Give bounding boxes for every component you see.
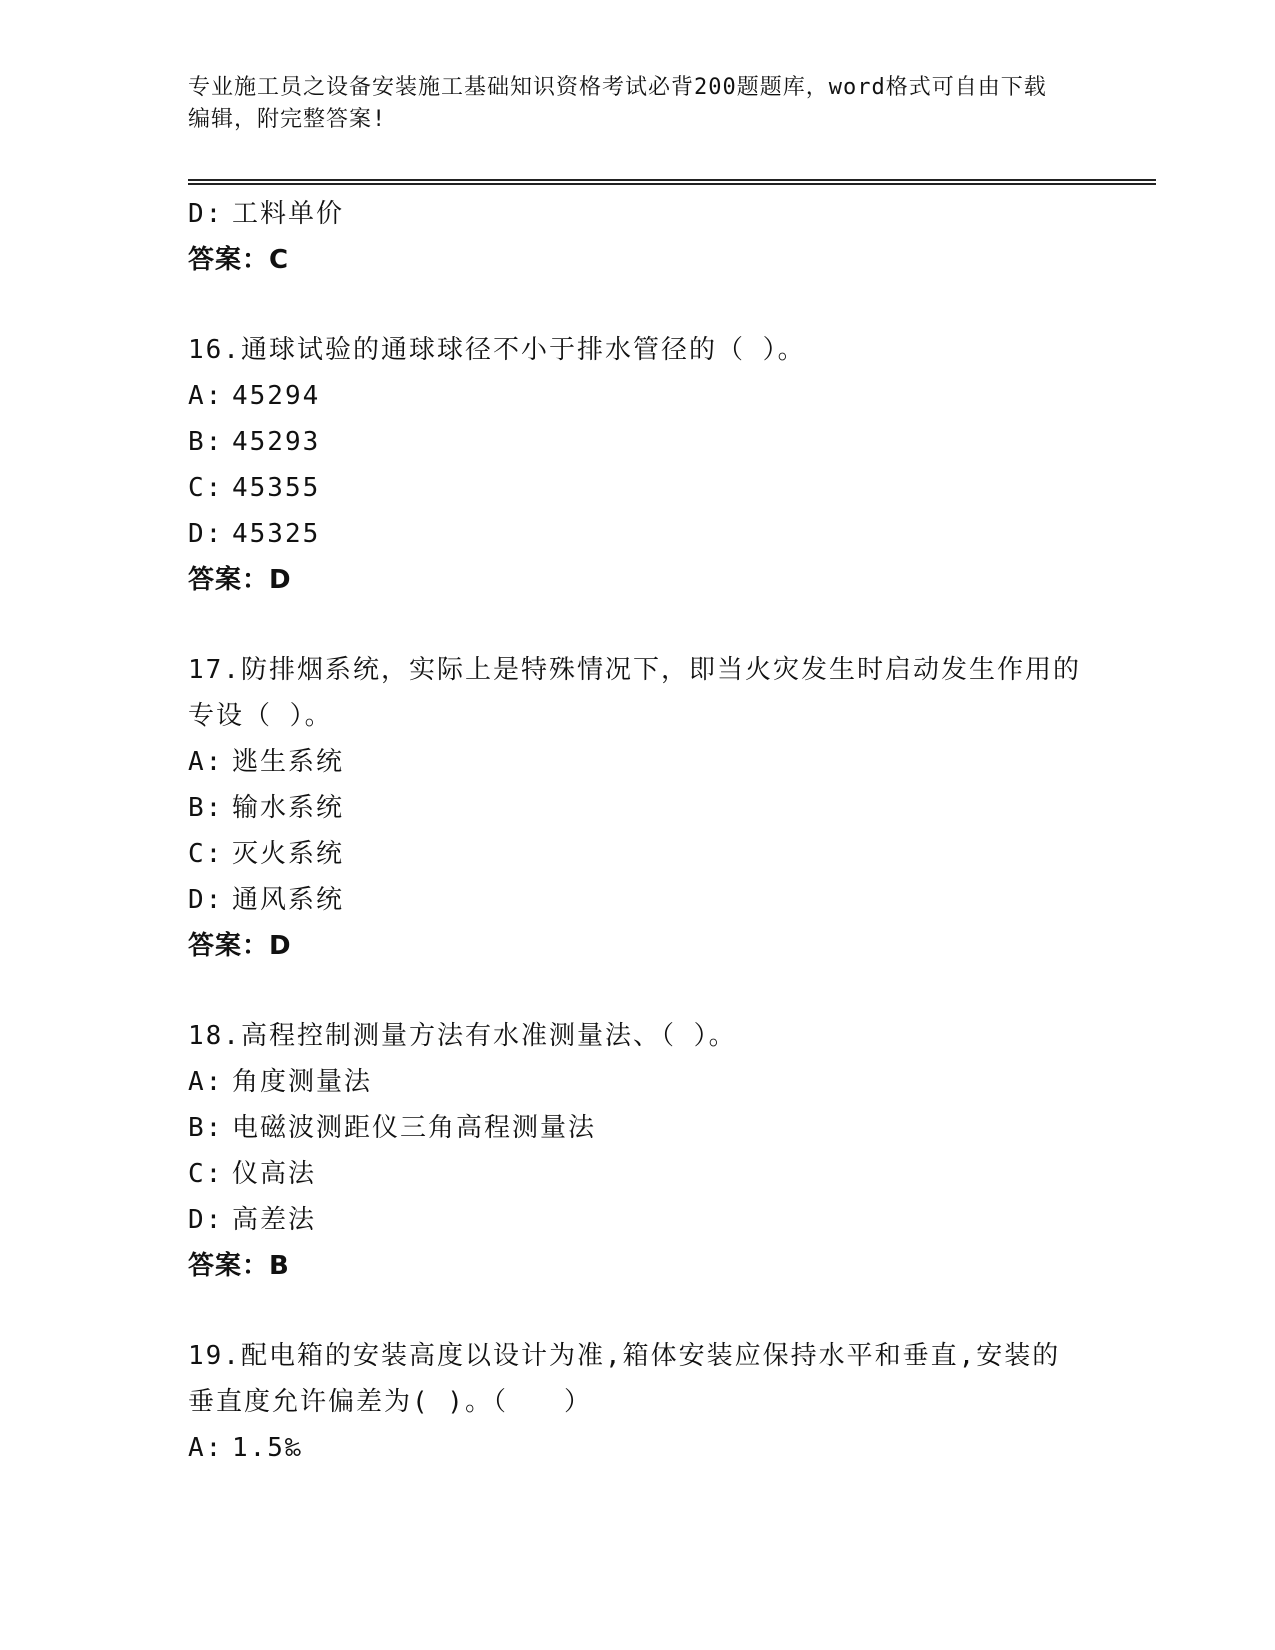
option-d: D: 高差法 bbox=[188, 1205, 317, 1235]
question-list bbox=[188, 191, 1088, 1471]
answer-line: 答案：B bbox=[188, 1251, 290, 1281]
option-d: D: 通风系统 bbox=[188, 885, 345, 915]
question-17-stem: 17.防排烟系统，实际上是特殊情况下，即当火灾发生时启动发生作用的专设（ ）。 bbox=[188, 655, 1081, 731]
option-a: A: 角度测量法 bbox=[188, 1067, 373, 1097]
option-a: A: 1.5‰ bbox=[188, 1433, 303, 1463]
header-divider-bottom bbox=[188, 183, 1156, 185]
answer-line: 答案：D bbox=[188, 931, 292, 961]
option-d: D: 工料单价 bbox=[188, 199, 345, 229]
spacer bbox=[188, 1289, 1088, 1333]
option-c: C: 45355 bbox=[188, 473, 321, 503]
answer-line: 答案：C bbox=[188, 245, 290, 275]
option-b: B: 45293 bbox=[188, 427, 321, 457]
option-d: D: 45325 bbox=[188, 519, 321, 549]
spacer bbox=[188, 603, 1088, 647]
answer-line: 答案：D bbox=[188, 565, 292, 595]
option-c: C: 仪高法 bbox=[188, 1159, 317, 1189]
question-18-stem: 18.高程控制测量方法有水准测量法、（ ）。 bbox=[188, 1021, 737, 1051]
spacer bbox=[188, 283, 1088, 327]
question-16-stem: 16.通球试验的通球球径不小于排水管径的（ ）。 bbox=[188, 335, 806, 365]
question-19-stem: 19.配电箱的安装高度以设计为准,箱体安装应保持水平和垂直,安装的垂直度允许偏差为( )。（ ） bbox=[188, 1341, 1061, 1417]
option-b: B: 输水系统 bbox=[188, 793, 345, 823]
spacer bbox=[188, 969, 1088, 1013]
header-divider-top bbox=[188, 179, 1156, 181]
option-a: A: 逃生系统 bbox=[188, 747, 345, 777]
option-c: C: 灭火系统 bbox=[188, 839, 345, 869]
document-header: 专业施工员之设备安装施工基础知识资格考试必背200题题库，word格式可自由下载编辑，附完整答案! bbox=[188, 75, 1047, 132]
option-b: B: 电磁波测距仪三角高程测量法 bbox=[188, 1113, 597, 1143]
option-a: A: 45294 bbox=[188, 381, 321, 411]
